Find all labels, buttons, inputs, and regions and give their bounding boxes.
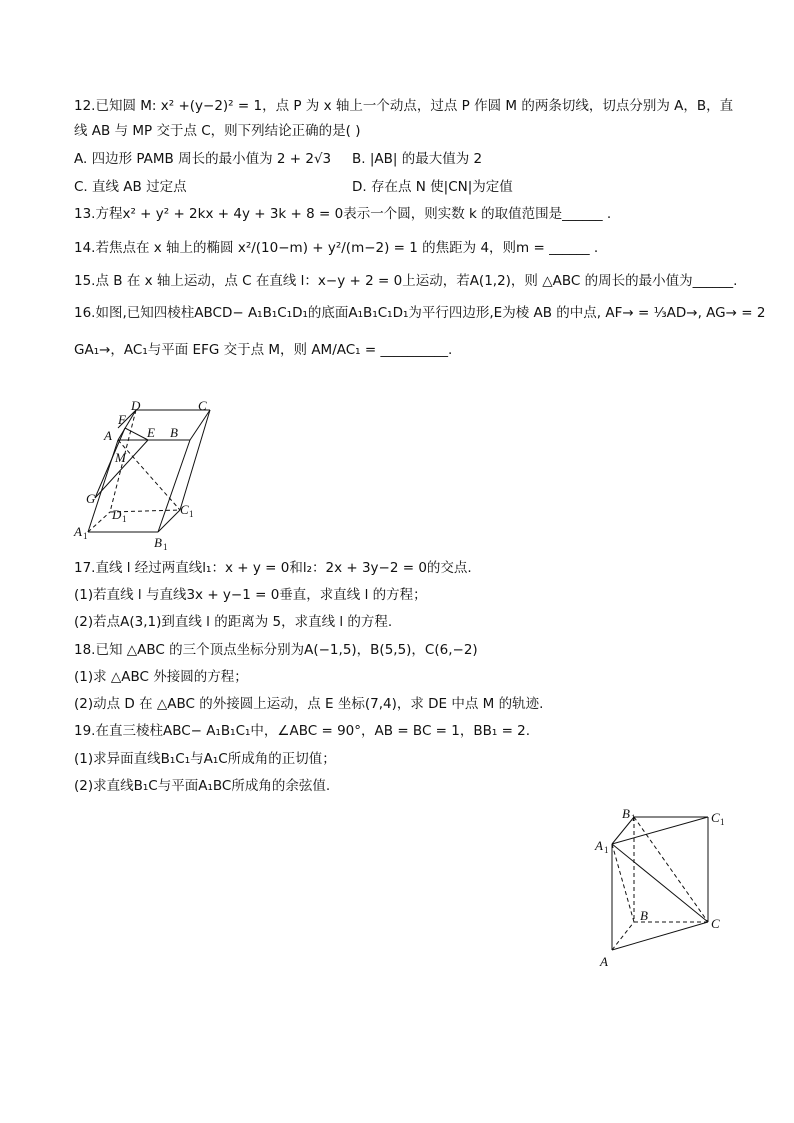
fig19-label-a: A — [600, 954, 608, 969]
q12-line2: 线 AB 与 MP 交于点 C，则下列结论正确的是( ) — [74, 123, 361, 139]
q12-option-c: C. 直线 AB 过定点 — [74, 179, 187, 195]
fig19-label-b: B — [640, 908, 648, 923]
fig16-label-a1: A — [74, 524, 82, 539]
fig16-label-b: B — [170, 425, 178, 440]
fig16-label-e: E — [147, 425, 155, 440]
q18-part2: (2)动点 D 在 △ABC 的外接圆上运动，点 E 坐标(7,4)，求 DE 中点 M 的轨迹. — [74, 696, 544, 712]
fig16-label-c1-sub: 1 — [189, 509, 194, 519]
fig16-label-d1: D — [112, 507, 122, 522]
fig16-label-c: C — [198, 398, 207, 413]
q18-part1: (1)求 △ABC 外接圆的方程； — [74, 669, 248, 685]
q17-part1: (1)若直线 l 与直线3x + y−1 = 0垂直，求直线 l 的方程； — [74, 587, 427, 603]
q16-line1: 16.如图,已知四棱柱ABCD− A₁B₁C₁D₁的底面A₁B₁C₁D₁为平行四边形,E为棱 AB 的中点, AF→ = ⅓AD→, AG→ = 2 — [74, 305, 766, 321]
fig16-label-b1-sub: 1 — [163, 542, 168, 552]
q12-option-d: D. 存在点 N 使|CN|为定值 — [352, 179, 513, 195]
fig16-label-d1-sub: 1 — [122, 514, 127, 524]
q19-prism-figure — [590, 800, 740, 975]
fig16-label-a: A — [104, 428, 112, 443]
fig16-label-f: F — [118, 412, 126, 427]
q17-part2: (2)若点A(3,1)到直线 l 的距离为 5，求直线 l 的方程. — [74, 614, 393, 630]
fig19-label-a1: A — [595, 838, 603, 853]
q16-line2: GA₁→，AC₁与平面 EFG 交于点 M，则 AM/AC₁ = __________. — [74, 342, 453, 358]
q19-part2: (2)求直线B₁C与平面A₁BC所成角的余弦值. — [74, 778, 331, 794]
q16-prism-figure — [70, 395, 220, 555]
q17-stem: 17.直线 l 经过两直线l₁：x + y = 0和l₂：2x + 3y−2 = 0的交点. — [74, 560, 472, 576]
q12-option-b: B. |AB| 的最大值为 2 — [352, 151, 483, 167]
fig16-label-b1: B — [154, 535, 162, 550]
q13-text: 13.方程x² + y² + 2kx + 4y + 3k + 8 = 0表示一个圆，则实数 k 的取值范围是______ . — [74, 206, 612, 222]
q12-line1: 12.已知圆 M: x² +(y−2)² = 1，点 P 为 x 轴上一个动点，过点 P 作圆 M 的两条切线，切点分别为 A，B，直 — [74, 98, 734, 114]
q19-stem: 19.在直三棱柱ABC− A₁B₁C₁中，∠ABC = 90°，AB = BC = 1，BB₁ = 2. — [74, 723, 531, 739]
fig16-label-a1-sub: 1 — [83, 531, 88, 541]
q18-stem: 18.已知 △ABC 的三个顶点坐标分别为A(−1,5)，B(5,5)，C(6,−2) — [74, 642, 478, 658]
fig16-label-d: D — [131, 398, 141, 413]
q12-option-a: A. 四边形 PAMB 周长的最小值为 2 + 2√3 — [74, 151, 332, 167]
fig16-label-c1: C — [180, 502, 189, 517]
fig19-label-b1: B — [622, 806, 630, 821]
q19-part1: (1)求异面直线B₁C₁与A₁C所成角的正切值； — [74, 751, 336, 767]
fig19-label-a1-sub: 1 — [604, 845, 609, 855]
fig19-label-b1-sub: 1 — [631, 813, 636, 823]
fig16-label-g: G — [86, 491, 96, 506]
fig19-label-c: C — [711, 916, 720, 931]
fig19-label-c1-sub: 1 — [720, 817, 725, 827]
fig16-label-m: M — [115, 450, 126, 465]
fig19-label-c1: C — [711, 810, 720, 825]
q15-text: 15.点 B 在 x 轴上运动，点 C 在直线 l：x−y + 2 = 0上运动，若A(1,2)，则 △ABC 的周长的最小值为______. — [74, 273, 738, 289]
q14-text: 14.若焦点在 x 轴上的椭圆 x²/(10−m) + y²/(m−2) = 1 的焦距为 4，则m = ______ . — [74, 240, 599, 256]
